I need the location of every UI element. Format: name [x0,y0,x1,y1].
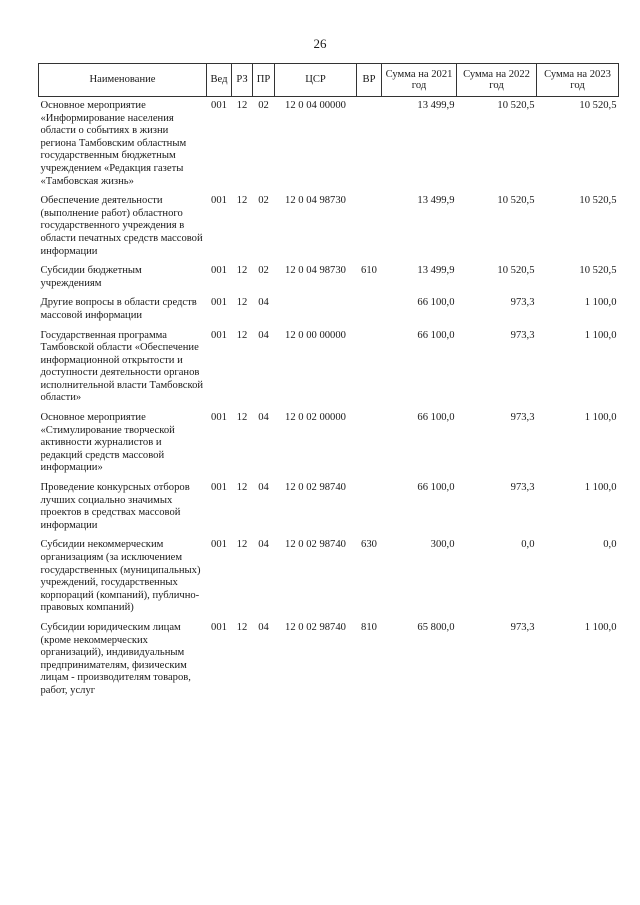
cell-ved: 001 [211,482,227,494]
cell-pr: 02 [258,265,269,277]
cell-rz: 12 [236,412,248,424]
header-name: Наименование [39,64,207,97]
cell-sum-2021: 65 800,0 [417,621,455,633]
cell-ved: 001 [211,195,227,207]
cell-sum-2022: 0,0 [521,539,535,551]
table-header [39,64,619,97]
cell-sum-2022: 973,3 [510,621,535,633]
cell-sum-2022: 973,3 [510,329,535,341]
header-sum-2021: Сумма на 2021 год [382,64,457,97]
cell-sum-2021: 66 100,0 [417,412,455,424]
cell-vr [357,97,382,193]
cell-csr: 12 0 04 98730 [285,265,346,277]
cell-sum-2021: 66 100,0 [417,482,455,494]
cell-rz: 12 [236,482,248,494]
cell-sum-2023: 10 520,5 [579,265,617,277]
cell-vr [357,294,382,326]
header-sum-2023: Сумма на 2023 год [537,64,619,97]
cell-csr: 12 0 02 98740 [285,621,346,633]
header-csr: ЦСР [275,64,357,97]
cell-sum-2021: 66 100,0 [417,297,455,309]
header-row [39,64,619,97]
cell-sum-2021: 13 499,9 [417,195,455,207]
header-ved: Вед [207,64,232,97]
table-row [39,294,619,326]
page-number: 26 [313,36,327,51]
cell-vr: 610 [361,265,377,277]
cell-rz: 12 [236,195,248,207]
cell-rz: 12 [236,329,248,341]
cell-sum-2023: 0,0 [603,539,617,551]
table-row [39,262,619,294]
cell-ved: 001 [211,265,227,277]
cell-name: Субсидии бюджетным учреждениям [40,265,142,289]
cell-rz: 12 [236,100,248,111]
table-row [39,619,619,702]
cell-csr [275,294,357,326]
cell-ved: 001 [211,297,227,309]
cell-sum-2022: 973,3 [510,297,535,309]
cell-csr: 12 0 02 98740 [285,482,346,494]
cell-csr: 12 0 04 98730 [285,195,346,207]
cell-sum-2022: 973,3 [510,412,535,424]
cell-name: Обеспечение деятельности (выполнение работ) областного государственного учреждения в области печатных средств массовой информации [40,195,203,257]
cell-sum-2022: 10 520,5 [497,100,535,111]
cell-sum-2023: 1 100,0 [584,482,617,494]
table-row [39,409,619,479]
table-row [39,97,619,193]
cell-vr: 630 [361,539,377,551]
cell-name: Субсидии юридическим лицам (кроме некоммерческих организаций), индивидуальным предпринимателям, физическим лицам - производителям товаров, работ, услуг [40,621,191,696]
header-vr: ВР [357,64,382,97]
budget-table [38,63,619,702]
table-row [39,479,619,536]
cell-sum-2023: 1 100,0 [584,621,617,633]
cell-ved: 001 [211,329,227,341]
cell-vr [357,409,382,479]
cell-sum-2021: 13 499,9 [417,265,455,277]
cell-rz: 12 [236,265,248,277]
cell-vr [357,327,382,410]
cell-pr: 02 [258,195,269,207]
cell-csr: 12 0 02 98740 [285,539,346,551]
cell-vr: 810 [361,621,377,633]
cell-sum-2023: 1 100,0 [584,412,617,424]
cell-ved: 001 [211,621,227,633]
cell-pr: 04 [258,539,269,551]
table-row [39,536,619,619]
cell-ved: 001 [211,539,227,551]
cell-csr: 12 0 00 00000 [285,329,346,341]
table-row [39,327,619,410]
cell-vr [357,192,382,262]
cell-pr: 02 [258,100,269,111]
cell-sum-2021: 66 100,0 [417,329,455,341]
cell-name: Проведение конкурсных отборов лучших социально значимых проектов в средствах массовой информации [40,482,190,531]
table-body [39,97,619,702]
cell-name: Государственная программа Тамбовской области «Обеспечение информационной открытости и доступности деятельности органов исполнительной власти Тамбовской области» [40,329,204,404]
cell-rz: 12 [236,621,248,633]
cell-sum-2023: 1 100,0 [584,329,617,341]
cell-sum-2022: 973,3 [510,482,535,494]
cell-sum-2023: 10 520,5 [579,195,617,207]
header-pr: ПР [253,64,275,97]
cell-name: Основное мероприятие «Стимулирование творческой активности журналистов и редакций средств массовой информации» [40,412,175,474]
cell-pr: 04 [258,621,269,633]
cell-name: Основное мероприятие «Информирование населения области о событиях в жизни региона Тамбовским областным государственным бюджетным учреждением «Редакция газеты «Тамбовская жизнь» [40,100,187,187]
table-row [39,192,619,262]
cell-sum-2022: 10 520,5 [497,195,535,207]
cell-pr: 04 [258,329,269,341]
cell-ved: 001 [211,100,227,111]
cell-sum-2023: 1 100,0 [584,297,617,309]
cell-pr: 04 [258,297,269,309]
cell-name: Другие вопросы в области средств массовой информации [40,297,197,321]
cell-sum-2021: 300,0 [430,539,455,551]
cell-sum-2021: 13 499,9 [417,100,455,111]
cell-sum-2023: 10 520,5 [579,100,617,111]
cell-ved: 001 [211,412,227,424]
cell-csr: 12 0 04 00000 [285,100,346,111]
header-sum-2022: Сумма на 2022 год [457,64,537,97]
cell-sum-2022: 10 520,5 [497,265,535,277]
header-rz: РЗ [232,64,253,97]
cell-csr: 12 0 02 00000 [285,412,346,424]
cell-pr: 04 [258,482,269,494]
cell-pr: 04 [258,412,269,424]
cell-rz: 12 [236,539,248,551]
cell-rz: 12 [236,297,248,309]
cell-name: Субсидии некоммерческим организациям (за исключением государственных (муниципальных) учреждений, государственных корпораций (компаний), публично-правовых компаний) [40,539,201,614]
cell-vr [357,479,382,536]
